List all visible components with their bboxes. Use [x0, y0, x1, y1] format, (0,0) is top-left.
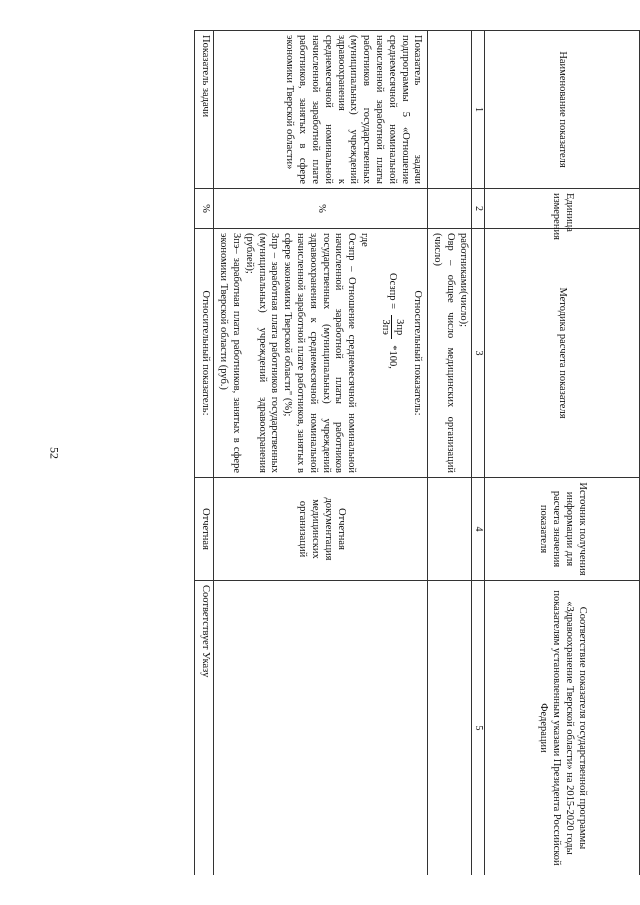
column-number: 3: [471, 229, 484, 478]
indicator-table: [194, 30, 640, 875]
indicator-name: Показатель задачи подпрограммы 5 «Отношение среднемесячной номинальной начисленной заработной платы работников государственных (муниципальных) учреждений здравоохранения к среднемесячной номинальной начисленной заработной плате работников, занятых в сфере экономики Тверской области»: [214, 31, 428, 189]
column-number: 1: [471, 31, 484, 189]
indicator-unit: %: [214, 189, 428, 229]
table-row-continuation: [428, 31, 471, 876]
definition-osz: Осзпр – Отношение среднемесячной номинальной начисленной заработной платы работников государственных (муниципальных) учреждений здравоохранения к среднемесячной номинальной начисленной заработной плате работников, занятых в сфере экономики Тверской области" (%);: [282, 233, 358, 473]
column-number: 5: [471, 581, 484, 876]
column-number: 4: [471, 478, 484, 581]
indicator-source: Отчетная документация медицинских организаций: [214, 478, 428, 581]
page-number: 52: [47, 447, 62, 459]
formula: Осзпр = Зпр Зпэ *100,: [379, 273, 405, 369]
indicator-unit: %: [195, 189, 214, 229]
table-header-row: [485, 31, 640, 876]
indicator-compliance: Соответствует Указу: [195, 581, 214, 876]
header-method: Методика расчета показателя: [485, 229, 640, 478]
method-title: Относительный показатель:: [412, 290, 424, 416]
indicator-source: Отчетная: [195, 478, 214, 581]
indicator-compliance: [214, 581, 428, 876]
table-row-main: [214, 31, 428, 876]
header-source: Источник получения информации для расчета значения показателя: [485, 478, 640, 581]
method-continuation: работниками(число); Овр – общее число медицинских организаций (число): [428, 229, 471, 478]
header-compliance: Соответствие показателя государственной программы «Здравоохранение Тверской области» на 2015-2020 годы показателям установленным указами Президента Российской Федерации: [485, 581, 640, 876]
indicator-method: [214, 229, 428, 478]
indicator-method: Относительный показатель:: [195, 229, 214, 478]
indicator-table-sheet: [70, 30, 640, 875]
definition-zpr: Зпр – заработная плата работников государственных (муниципальных) учреждений здравоохранения (рублей);: [243, 233, 281, 473]
table-row-next: [195, 31, 214, 876]
column-number: 2: [471, 189, 484, 229]
where-label: где: [359, 233, 371, 247]
indicator-name: Показатель задачи: [195, 31, 214, 189]
header-name: Наименование показателя: [485, 31, 640, 189]
header-unit: Единица измерения: [485, 189, 640, 229]
definition-zpe: Зпэ– заработная плата работников, занятых в сфере экономики Тверской области (руб.): [218, 233, 243, 473]
column-number-row: [471, 31, 484, 876]
rotated-page: [70, 30, 640, 875]
